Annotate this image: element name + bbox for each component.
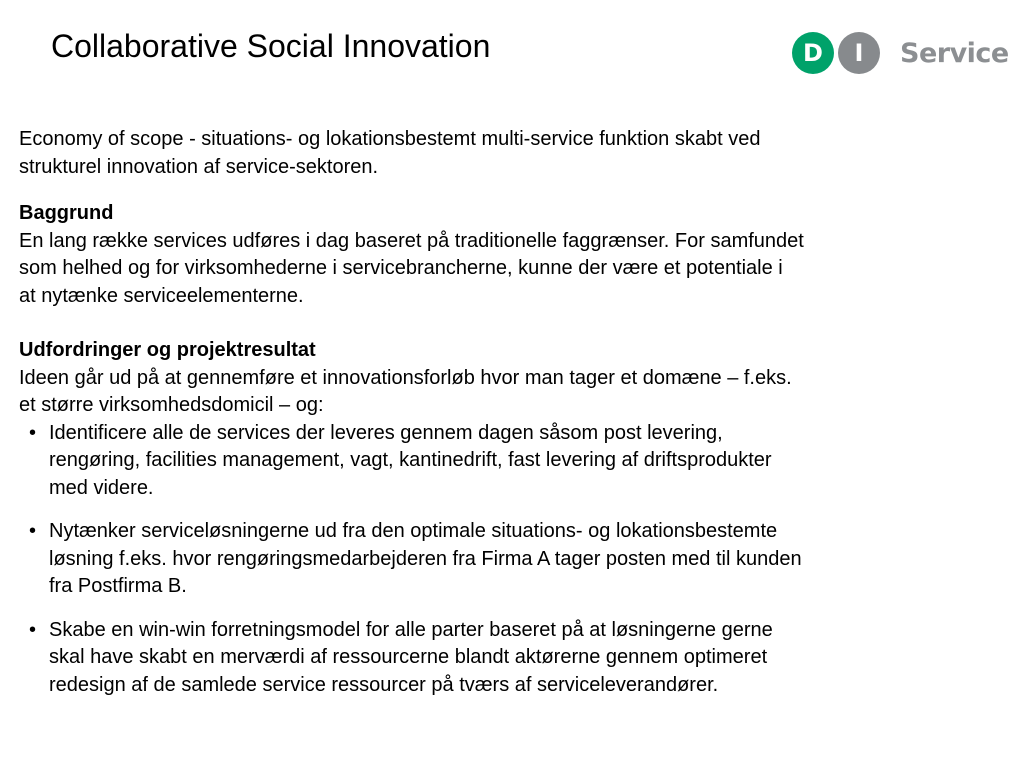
challenges-heading: Udfordringer og projektresultat	[19, 339, 316, 361]
background-heading: Baggrund	[19, 202, 114, 224]
background-line: at nytænke serviceelementerne.	[19, 284, 304, 307]
intro-paragraph	[19, 126, 919, 181]
intro-line: strukturel innovation af service-sektoren.	[19, 155, 379, 178]
bullet-list	[19, 420, 919, 700]
logo-letter-d: D	[792, 32, 834, 74]
section-spacer	[19, 310, 919, 337]
bullet-line: skal have skabt en merværdi af ressourcerne blandt aktørerne gennem optimeret	[49, 646, 768, 668]
challenges-line: et større virksomhedsdomicil – og:	[19, 394, 324, 416]
bullet-line: fra Postfirma B.	[49, 575, 187, 597]
bullet-line: Skabe en win-win forretningsmodel for alle parter baseret på at løsningerne gerne	[49, 618, 773, 641]
bullet-line: løsning f.eks. hvor rengøringsmedarbejderen fra Firma A tager posten med til kunden	[49, 547, 802, 570]
di-service-logo	[792, 32, 1009, 74]
logo-letter-i: I	[838, 32, 880, 74]
slide-title: Collaborative Social Innovation	[51, 28, 491, 64]
bullet-line: rengøring, facilities management, vagt, kantinedrift, fast levering af driftsprodukter	[49, 449, 772, 471]
bullet-line: Identificere alle de services der leveres gennem dagen såsom post levering,	[49, 421, 723, 444]
background-section	[19, 200, 919, 310]
bullet-dot-icon: •	[29, 421, 37, 444]
challenges-line: Ideen går ud på at gennemføre et innovationsforløb hvor man tager et domæne – f.eks.	[19, 366, 792, 389]
bullet-line: redesign af de samlede service ressourcer på tværs af serviceleverandører.	[49, 673, 719, 696]
bullet-line: Nytænker serviceløsningerne ud fra den optimale situations- og lokationsbestemte	[49, 520, 778, 542]
slide-body	[19, 126, 919, 715]
bullet-line: med videre.	[49, 476, 154, 499]
background-line: En lang række services udføres i dag baseret på traditionelle faggrænser. For samfundet	[19, 229, 804, 252]
bullet-item	[19, 518, 919, 601]
background-line: som helhed og for virksomhederne i servicebrancherne, kunne der være et potentiale i	[19, 257, 783, 279]
bullet-dot-icon: •	[29, 520, 37, 542]
intro-line: Economy of scope - situations- og lokationsbestemt multi-service funktion skabt ved	[19, 128, 761, 150]
logo-word: Service	[900, 37, 1009, 69]
bullet-item	[19, 420, 919, 503]
bullet-dot-icon: •	[29, 618, 37, 641]
bullet-item	[19, 617, 919, 700]
challenges-section	[19, 337, 919, 420]
